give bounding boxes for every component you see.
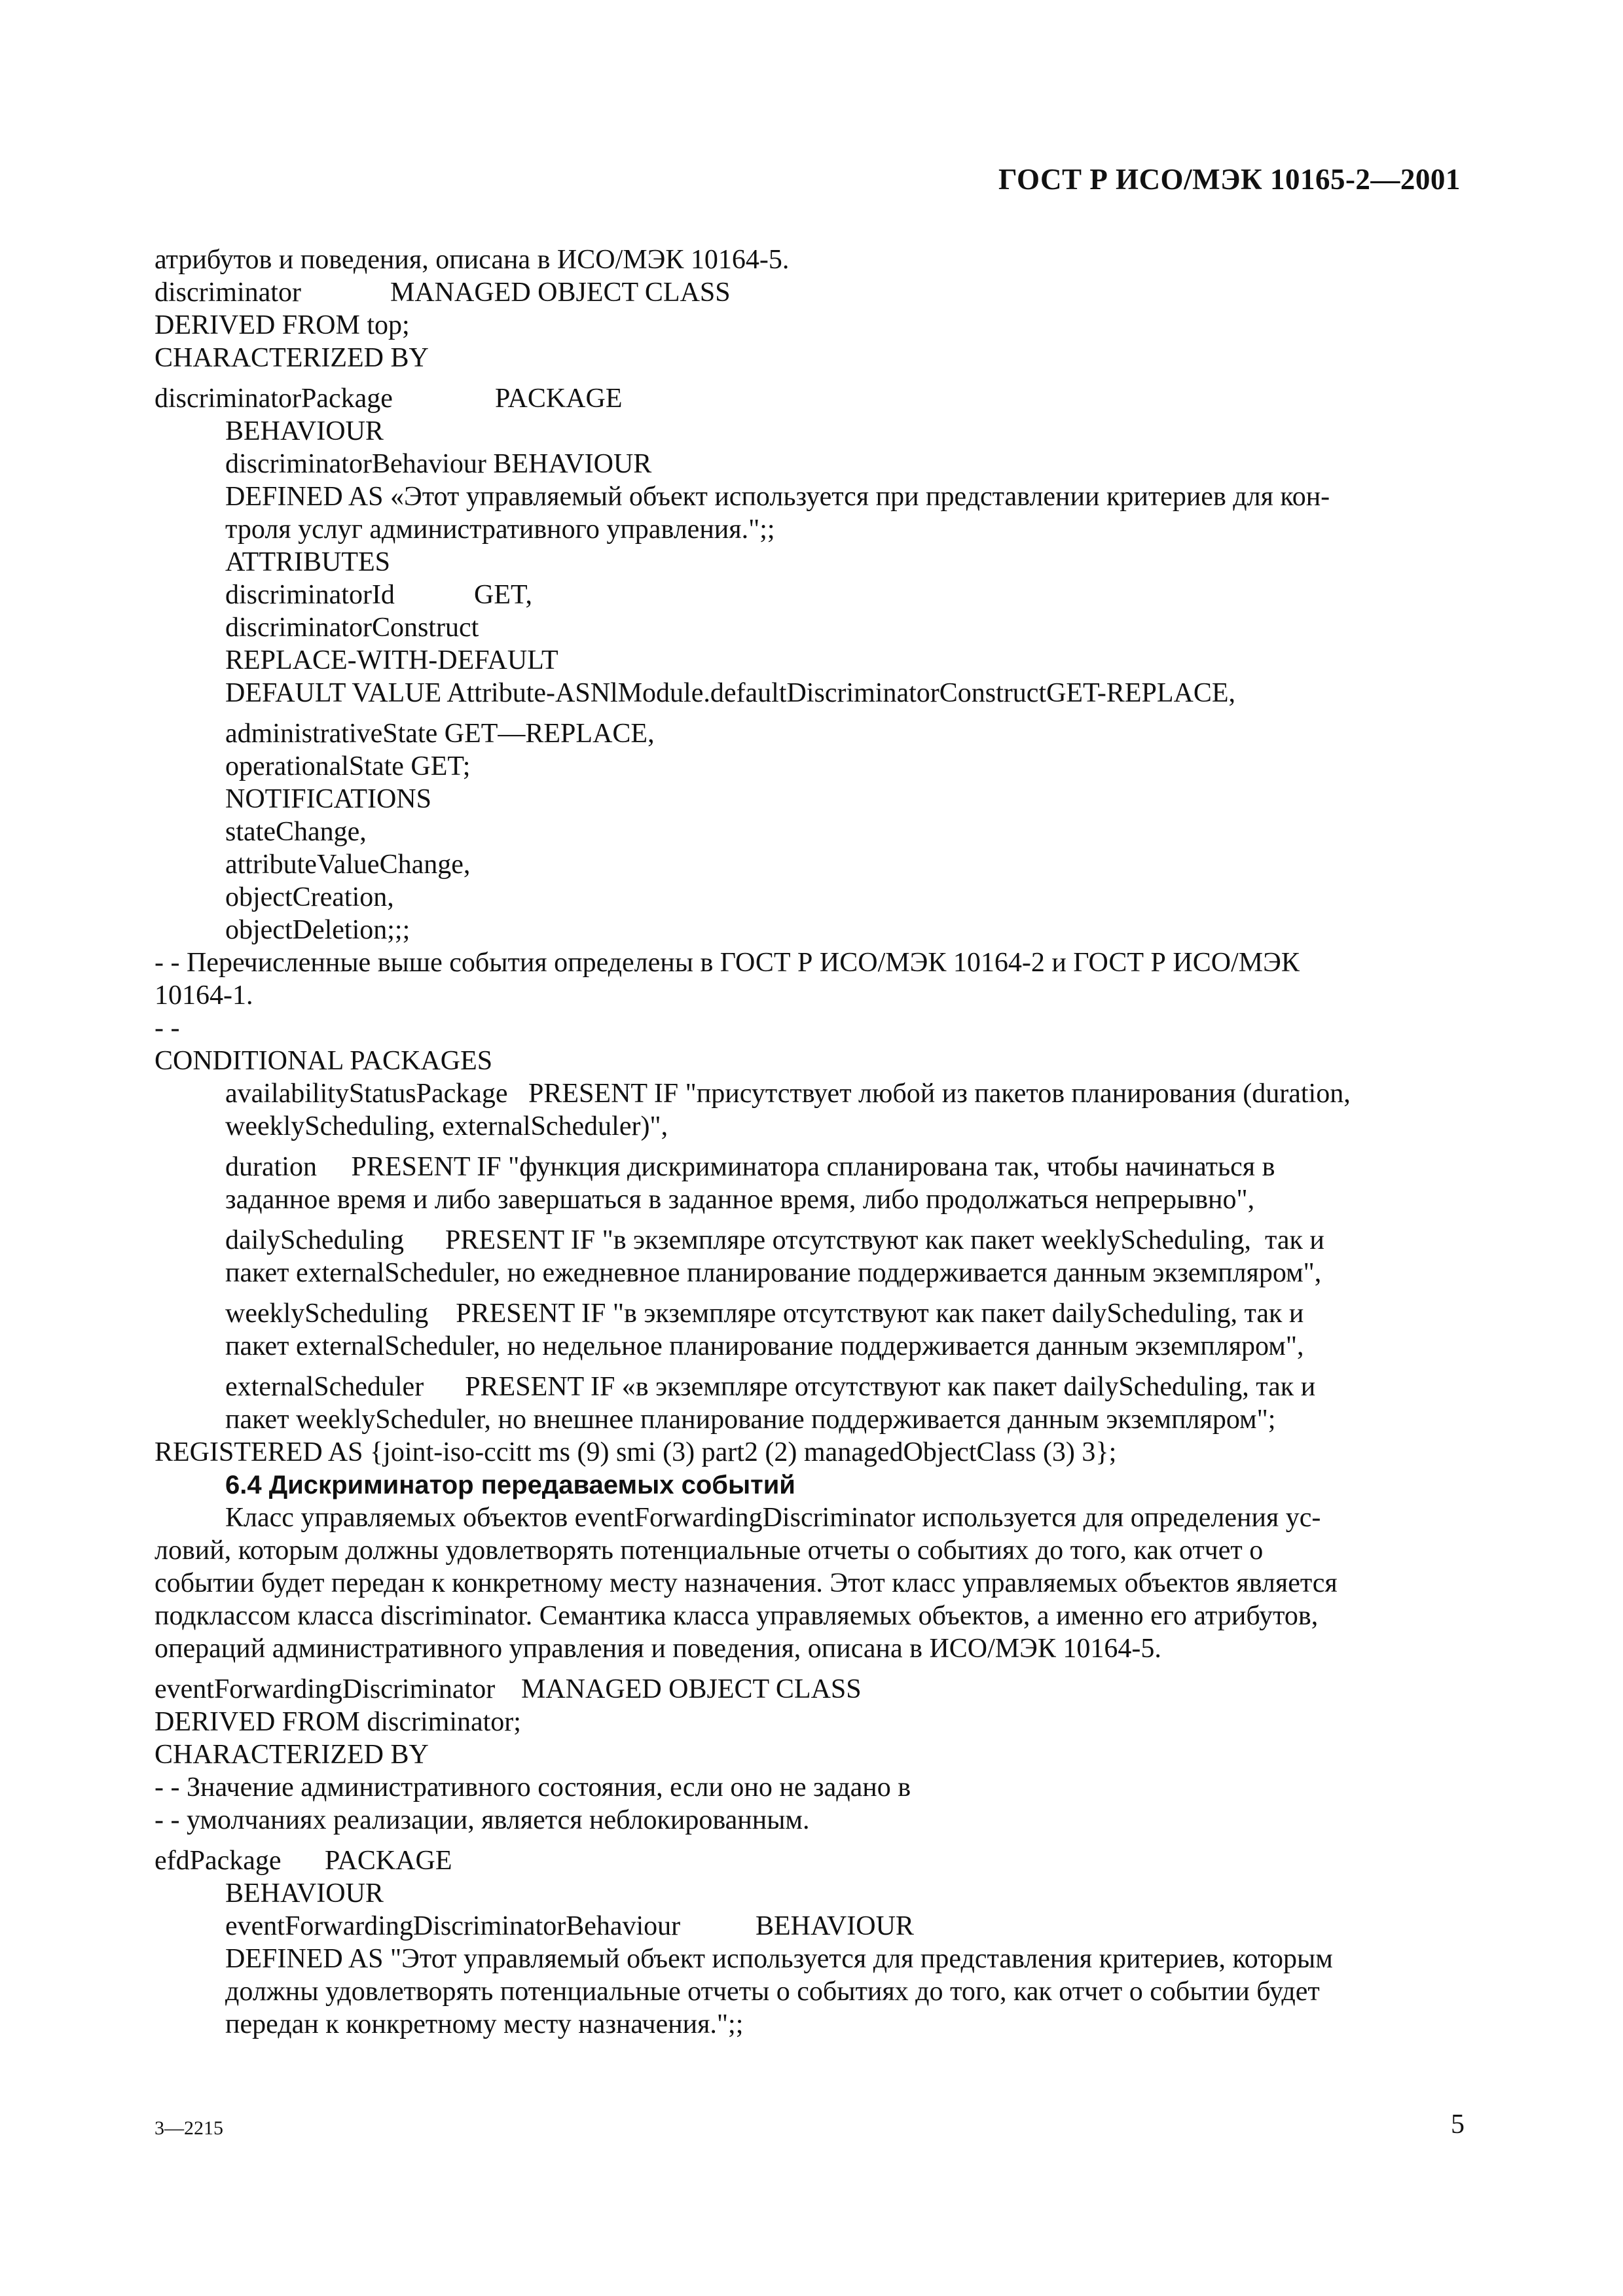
behaviour-name: eventForwardingDiscriminatorBehaviour [225, 1911, 681, 1941]
paragraph-line: Класс управляемых объектов eventForwardingDiscriminator используется для определения ус- [225, 1503, 1321, 1533]
package-name: discriminatorPackage [155, 384, 393, 414]
body-line [155, 382, 1484, 415]
body-line: DERIVED FROM top; [155, 310, 410, 340]
class-keyword: MANAGED OBJECT CLASS [390, 278, 731, 308]
package-keyword: PACKAGE [495, 384, 623, 414]
body-line: operationalState GET; [225, 751, 471, 781]
body-line: weeklyScheduling, externalScheduler)", [225, 1111, 668, 1141]
body-line: NOTIFICATIONS [225, 784, 431, 814]
body-line [155, 1910, 1484, 1943]
document-header-id: ГОСТ Р ИСО/МЭК 10165-2—2001 [998, 163, 1461, 196]
body-line [155, 579, 1484, 611]
comment-line: - - умолчаниях реализации, является неблокированным. [155, 1805, 810, 1835]
package-keyword: PACKAGE [325, 1846, 452, 1876]
body-line [155, 276, 1484, 309]
class-name: discriminator [155, 278, 301, 308]
body-line: objectCreation, [225, 882, 394, 912]
body-line: discriminatorBehaviour BEHAVIOUR [225, 449, 652, 479]
class-keyword: MANAGED OBJECT CLASS [521, 1674, 862, 1704]
document-body [155, 243, 1484, 2041]
body-line: пакет externalScheduler, но недельное планирование поддерживается данным экземпляром", [225, 1331, 1304, 1361]
class-name: eventForwardingDiscriminator [155, 1674, 496, 1704]
body-line: заданное время и либо завершаться в заданное время, либо продолжаться непрерывно", [225, 1185, 1255, 1215]
section-heading: 6.4 Дискриминатор передаваемых событий [225, 1471, 795, 1499]
body-line: objectDeletion;;; [225, 915, 410, 945]
attribute-access: GET, [474, 580, 533, 610]
body-line: DERIVED FROM discriminator; [155, 1707, 521, 1737]
comment-line: - - Значение административного состояния, если оно не задано в [155, 1772, 911, 1803]
attribute-name: discriminatorId [225, 580, 395, 610]
body-line: CONDITIONAL PACKAGES [155, 1046, 493, 1076]
body-line: CHARACTERIZED BY [155, 343, 429, 373]
body-line: availabilityStatusPackage PRESENT IF "присутствует любой из пакетов планирования (duration, [225, 1079, 1351, 1109]
body-line: stateChange, [225, 817, 367, 847]
body-line: должны удовлетворять потенциальные отчеты о событиях до того, как отчет о событии будет [225, 1977, 1320, 2007]
body-line: атрибутов и поведения, описана в ИСО/МЭК 10164-5. [155, 245, 790, 275]
body-line [155, 1673, 1484, 1706]
behaviour-keyword: BEHAVIOUR [756, 1911, 914, 1941]
body-line: weeklyScheduling PRESENT IF "в экземпляре отсутствуют как пакет dailyScheduling, так и [225, 1299, 1304, 1329]
paragraph-line: ловий, которым должны удовлетворять потенциальные отчеты о событиях до того, как отчет о [155, 1535, 1264, 1566]
body-line: - - [155, 1013, 180, 1043]
paragraph-line: операций административного управления и поведения, описана в ИСО/МЭК 10164-5. [155, 1634, 1161, 1664]
page-number: 5 [1451, 2109, 1465, 2140]
body-line: троля услуг административного управления.";; [225, 514, 775, 545]
body-line: 10164-1. [155, 980, 253, 1011]
body-line: DEFINED AS "Этот управляемый объект используется для представления критериев, которым [225, 1944, 1333, 1974]
body-line: attributeValueChange, [225, 850, 471, 880]
body-line: BEHAVIOUR [225, 1878, 384, 1909]
body-line: CHARACTERIZED BY [155, 1740, 429, 1770]
body-line: BEHAVIOUR [225, 416, 384, 446]
body-line: discriminatorConstruct [225, 613, 479, 643]
body-line: пакет weeklyScheduler, но внешнее планирование поддерживается данным экземпляром"; [225, 1405, 1276, 1435]
body-line: DEFINED AS «Этот управляемый объект используется при представлении критериев для кон- [225, 482, 1330, 512]
body-line: dailyScheduling PRESENT IF "в экземпляре отсутствуют как пакет weeklyScheduling, так и [225, 1225, 1324, 1255]
body-line: - - Перечисленные выше события определены в ГОСТ Р ИСО/МЭК 10164-2 и ГОСТ Р ИСО/МЭК [155, 948, 1300, 978]
body-line: REGISTERED AS {joint-iso-ccitt ms (9) smi (3) part2 (2) managedObjectClass (3) 3}; [155, 1437, 1117, 1467]
paragraph-line: событии будет передан к конкретному месту назначения. Этот класс управляемых объектов является [155, 1568, 1338, 1598]
body-line: duration PRESENT IF "функция дискриминатора спланирована так, чтобы начинаться в [225, 1152, 1275, 1182]
body-line [155, 1844, 1484, 1877]
body-line: передан к конкретному месту назначения.";; [225, 2009, 744, 2039]
paragraph-line: подклассом класса discriminator. Семантика класса управляемых объектов, а именно его атрибутов, [155, 1601, 1319, 1631]
package-name: efdPackage [155, 1846, 282, 1876]
body-line: externalScheduler PRESENT IF «в экземпляре отсутствуют как пакет dailyScheduling, так и [225, 1372, 1316, 1402]
print-code: 3—2215 [155, 2117, 223, 2139]
body-line: DEFAULT VALUE Attribute-ASNlModule.defaultDiscriminatorConstructGET-REPLACE, [225, 678, 1236, 708]
body-line: administrativeState GET—REPLACE, [225, 719, 655, 749]
body-line: ATTRIBUTES [225, 547, 390, 577]
body-line: пакет externalScheduler, но ежедневное планирование поддерживается данным экземпляром", [225, 1258, 1322, 1288]
body-line: REPLACE-WITH-DEFAULT [225, 645, 558, 675]
